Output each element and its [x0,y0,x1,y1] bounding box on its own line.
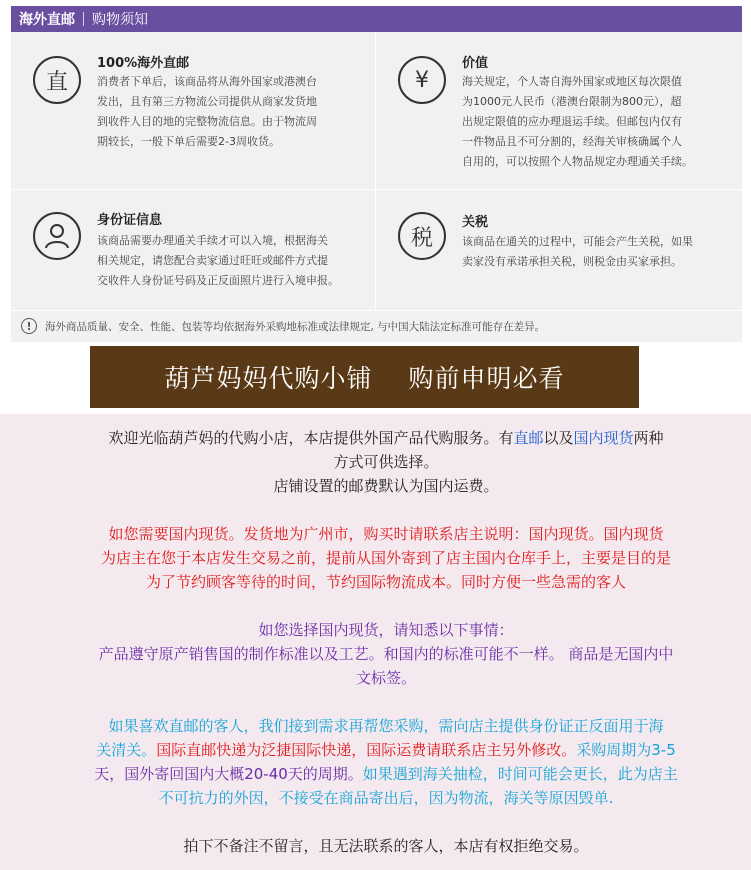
warning-row [21,318,545,334]
notice-desc-id: 该商品需要办理通关手续才可以入境，根据海关 相关规定，请您配合卖家通过旺旺或邮件方式提 交收件人身份证号码及正反面照片进行入境申报。 [97,234,339,287]
horizontal-divider [11,189,742,190]
shopping-notice-panel [11,32,742,342]
purchase-statement [0,414,751,870]
statement-domestic-notes: 如您选择国内现货，请知悉以下事情： 产品遵守原产销售国的制作标准以及工艺。和国内的标准可能不一样。 商品是无国内中 文标签。 [98,621,674,687]
statement-direct-mail: 如果喜欢直邮的客人，我们接到需求再帮您采购，需向店主提供身份证正反面用于海 关清关。国际直邮快递为泛捷国际快递，国际运费请联系店主另外修改。采购周期为3-5 天，国外寄回国内大概20-40天的周期。如果遇到海关抽检，时间可能会更长，此为店主 不可抗力的外因，不接受在商品寄出后，因为物流，海关等原因毁单. [94,717,678,807]
notice-title-direct: 100%海外直邮 [97,56,190,71]
warning-text: 海外商品质量、安全、性能、包装等均依据海外采购地标准或法律规定, 与中国大陆法定标准可能存在差异。 [45,320,546,333]
yuan-icon: ¥ [398,56,446,104]
exclamation-icon: ! [21,318,37,334]
direct-mail-icon: 直 [33,56,81,104]
header-title: 海外直邮 [19,12,75,28]
shop-banner [90,346,639,408]
header-subtitle: 购物须知 [92,12,148,28]
notice-desc-value: 海关规定，个人寄自海外国家或地区每次限值 为1000元人民币（港澳台限制为800元），超 出规定限值的应办理退运手续。但邮包内仅有 一件物品且不可分割的，经海关审核确属个人 自用的，可以按照个人物品规定办理通关手续。 [462,75,693,168]
notice-header [11,6,742,32]
tax-icon: 税 [398,212,446,260]
banner-headline: 购前申明必看 [408,364,565,393]
domestic-stock-link: 国内现货 [573,429,634,447]
notice-desc-direct: 消费者下单后，该商品将从海外国家或港澳台 发出，且有第三方物流公司提供从商家发货地 到收件人目的地的完整物流信息。由于物流周 期较长，一般下单后需要2-3周收货。 [97,75,317,148]
statement-welcome: 欢迎光临葫芦妈的代购小店，本店提供外国产品代购服务。有直邮以及国内现货两种 方式可供选择。 店铺设置的邮费默认为国内运费。 [108,429,664,495]
header-divider [83,12,84,26]
notice-desc-tax: 该商品在通关的过程中，可能会产生关税，如果 卖家没有承诺承担关税，则税金由买家承担。 [462,235,693,268]
bottom-divider [11,310,742,311]
banner-shop-name: 葫芦妈妈代购小铺 [164,364,373,393]
statement-refusal: 拍下不备注不留言，且无法联系的客人，本店有权拒绝交易。 [183,837,589,855]
statement-domestic-stock: 如您需要国内现货。发货地为广州市，购买时请联系店主说明：国内现货。国内现货 为店主在您于本店发生交易之前，提前从国外寄到了店主国内仓库手上，主要是目的是 为了节约顾客等待的时间，节约国际物流成本。同时方便一些急需的客人 [100,525,671,591]
vertical-divider [375,32,376,310]
notice-title-value: 价值 [462,56,489,71]
direct-mail-link: 直邮 [513,429,544,447]
notice-title-tax: 关税 [462,215,489,230]
person-icon [33,212,81,260]
notice-title-id: 身份证信息 [97,213,163,228]
